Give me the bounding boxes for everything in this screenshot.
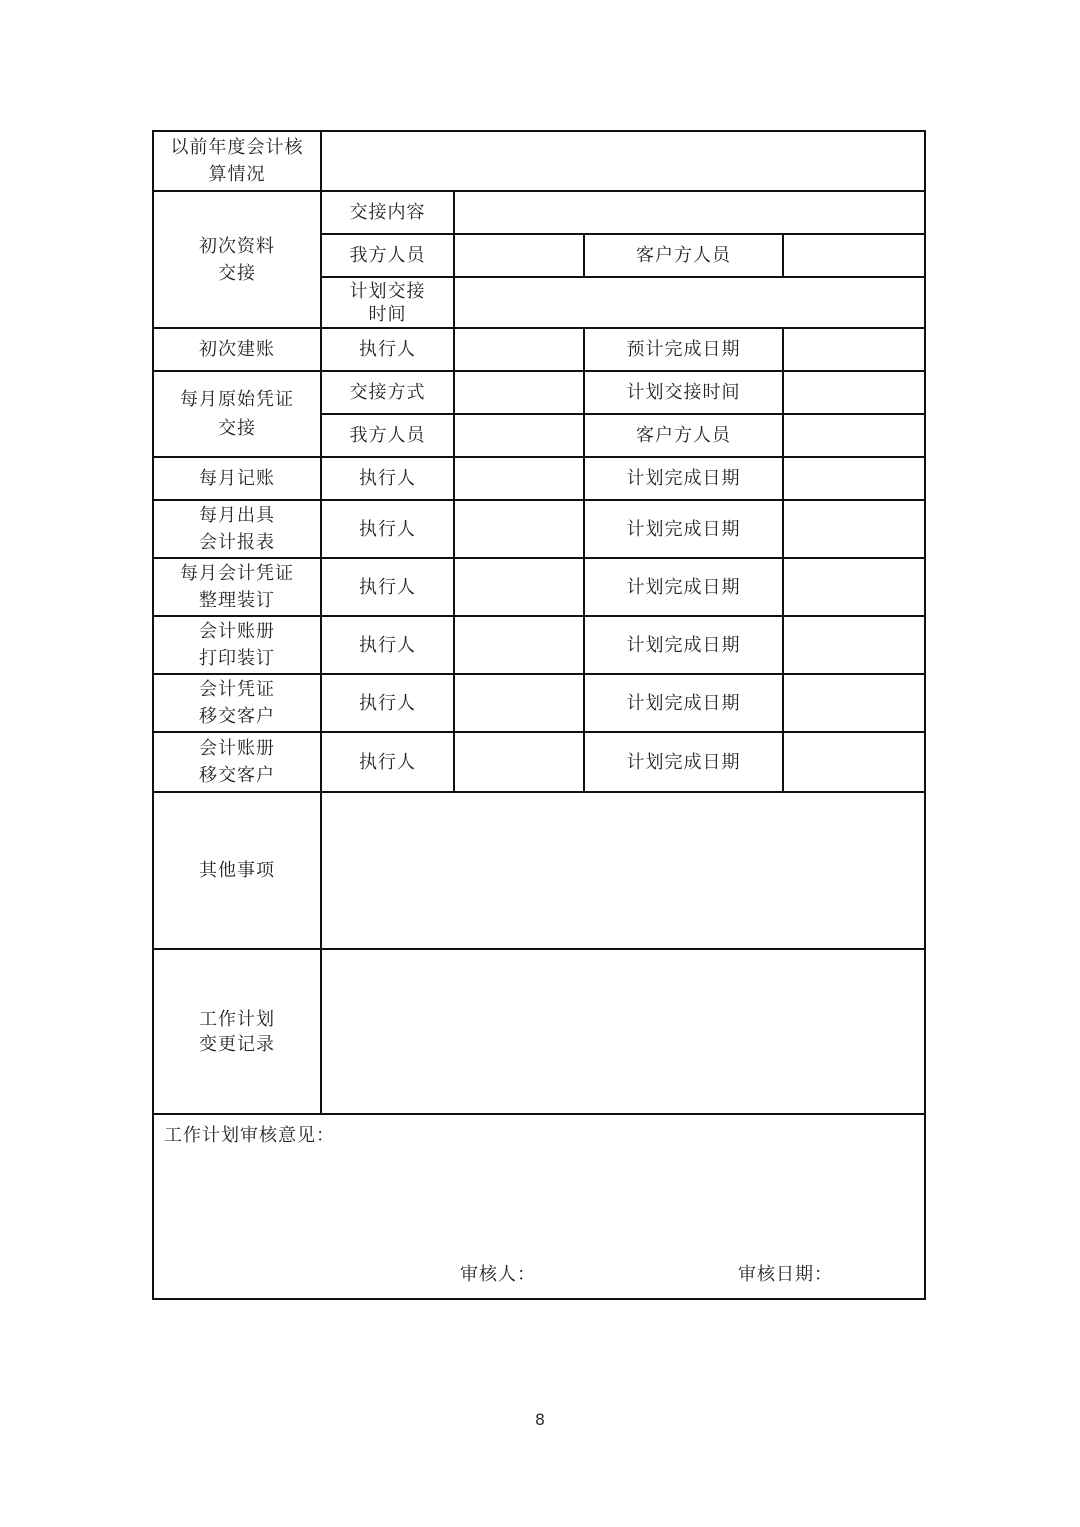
- task-date-label-cell: [585, 559, 784, 617]
- planned-completion-date-label: 计划完成日期: [626, 751, 741, 773]
- task-date-field[interactable]: [784, 458, 924, 501]
- planned-completion-date-label: 计划完成日期: [626, 576, 741, 598]
- prior-year-label: 以前年度会计核 算情况: [170, 137, 304, 185]
- page-number: 8: [534, 1410, 546, 1429]
- planned-completion-date-label: 计划完成日期: [626, 518, 741, 540]
- executor-label: 执行人: [359, 468, 416, 489]
- monthly-our-staff-label-cell: [322, 415, 455, 458]
- reviewer-label: 审核人：: [460, 1264, 536, 1285]
- task-label: 每月记账: [199, 468, 275, 489]
- task-executor-field[interactable]: [455, 559, 585, 617]
- initial-setup-label: 初次建账: [199, 339, 275, 360]
- planned-completion-date-label: 计划完成日期: [626, 468, 741, 489]
- handover-content-label-cell: [322, 192, 455, 235]
- client-staff-label-cell: [585, 235, 784, 278]
- planned-completion-date-label: 计划完成日期: [626, 634, 741, 656]
- task-label-cell: [154, 559, 322, 617]
- task-label: 会计凭证 移交客户: [199, 679, 275, 727]
- task-label: 每月会计凭证 整理装订: [180, 563, 294, 611]
- task-date-label-cell: [585, 501, 784, 559]
- initial-handover-label: 初次资料 交接: [199, 235, 275, 284]
- task-date-field[interactable]: [784, 675, 924, 733]
- plan-handover-time-label: 计划交接 时间: [349, 280, 426, 325]
- task-executor-field[interactable]: [455, 501, 585, 559]
- task-date-label-cell: [585, 733, 784, 793]
- initial-setup-date-field[interactable]: [784, 329, 924, 372]
- handover-method-field[interactable]: [455, 372, 585, 415]
- task-date-label-cell: [585, 458, 784, 501]
- other-matters-label: 其他事项: [199, 860, 275, 881]
- task-executor-field[interactable]: [455, 733, 585, 793]
- handover-method-label: 交接方式: [349, 382, 426, 403]
- task-label: 每月出具 会计报表: [199, 505, 275, 553]
- plan-changes-label: 工作计划 变更记录: [199, 1008, 275, 1055]
- review-date-label: 审核日期：: [738, 1264, 833, 1285]
- monthly-client-staff-field[interactable]: [784, 415, 924, 458]
- monthly-client-staff-label: 客户方人员: [636, 425, 731, 446]
- monthly-our-staff-label: 我方人员: [349, 425, 426, 446]
- task-date-field[interactable]: [784, 733, 924, 793]
- our-staff-label-cell: [322, 235, 455, 278]
- task-executor-field[interactable]: [455, 617, 585, 675]
- planned-completion-date-label: 计划完成日期: [626, 692, 741, 714]
- our-staff-field[interactable]: [455, 235, 585, 278]
- task-label-cell: [154, 733, 322, 793]
- task-executor-label-cell: [322, 501, 455, 559]
- plan-handover-time-label-cell: [322, 278, 455, 329]
- plan-changes-label-cell: [154, 950, 322, 1115]
- our-staff-label: 我方人员: [349, 245, 426, 266]
- monthly-plan-time-label: 计划交接时间: [626, 382, 741, 403]
- handover-content-label: 交接内容: [349, 202, 426, 223]
- task-executor-label-cell: [322, 733, 455, 793]
- executor-label: 执行人: [359, 751, 416, 773]
- task-label-cell: [154, 458, 322, 501]
- initial-handover-label-cell: [154, 192, 322, 329]
- monthly-voucher-label-cell: [154, 372, 322, 458]
- review-opinion-title: 工作计划审核意见：: [164, 1125, 335, 1146]
- initial-setup-label-cell: [154, 329, 322, 372]
- task-date-field[interactable]: [784, 501, 924, 559]
- monthly-client-staff-label-cell: [585, 415, 784, 458]
- handover-method-label-cell: [322, 372, 455, 415]
- task-executor-label-cell: [322, 559, 455, 617]
- task-date-label-cell: [585, 617, 784, 675]
- task-label: 会计账册 打印装订: [199, 621, 275, 669]
- task-executor-field[interactable]: [455, 458, 585, 501]
- task-date-label-cell: [585, 675, 784, 733]
- monthly-plan-time-label-cell: [585, 372, 784, 415]
- expected-completion-date-label: 预计完成日期: [626, 339, 741, 360]
- task-label: 会计账册 移交客户: [199, 738, 275, 786]
- client-staff-field[interactable]: [784, 235, 924, 278]
- task-executor-label-cell: [322, 675, 455, 733]
- task-executor-label-cell: [322, 617, 455, 675]
- plan-handover-time-field[interactable]: [455, 278, 924, 329]
- prior-year-field[interactable]: [322, 132, 924, 192]
- task-label-cell: [154, 675, 322, 733]
- monthly-voucher-label: 每月原始凭证 交接: [180, 389, 294, 439]
- task-date-field[interactable]: [784, 617, 924, 675]
- task-executor-label-cell: [322, 458, 455, 501]
- executor-label: 执行人: [359, 576, 416, 598]
- task-label-cell: [154, 617, 322, 675]
- monthly-plan-time-field[interactable]: [784, 372, 924, 415]
- prior-year-label-cell: [154, 132, 322, 192]
- work-plan-table: [152, 130, 926, 1300]
- other-matters-label-cell: [154, 793, 322, 950]
- executor-label: 执行人: [359, 634, 416, 656]
- initial-setup-date-label-cell: [585, 329, 784, 372]
- initial-setup-executor-field[interactable]: [455, 329, 585, 372]
- client-staff-label: 客户方人员: [636, 245, 731, 266]
- initial-setup-executor-label-cell: [322, 329, 455, 372]
- task-label-cell: [154, 501, 322, 559]
- executor-label: 执行人: [359, 692, 416, 714]
- task-date-field[interactable]: [784, 559, 924, 617]
- executor-label: 执行人: [359, 339, 416, 360]
- plan-changes-field[interactable]: [322, 950, 924, 1115]
- task-executor-field[interactable]: [455, 675, 585, 733]
- monthly-our-staff-field[interactable]: [455, 415, 585, 458]
- other-matters-field[interactable]: [322, 793, 924, 950]
- executor-label: 执行人: [359, 518, 416, 540]
- handover-content-field[interactable]: [455, 192, 924, 235]
